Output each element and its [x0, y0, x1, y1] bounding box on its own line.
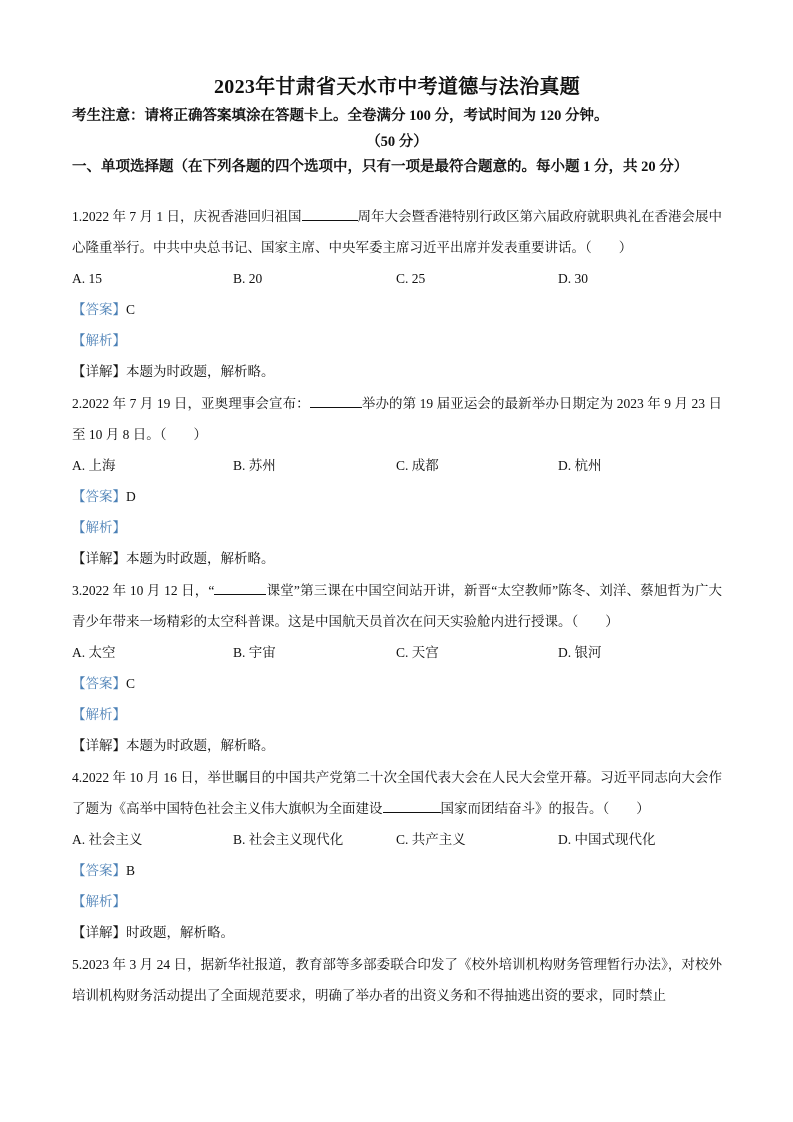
options-row [72, 824, 722, 855]
section-heading: 一、单项选择题（在下列各题的四个选项中，只有一项是最符合题意的。每小题 1 分，共 20 分） [72, 159, 689, 175]
option-a: A. 15 [72, 271, 102, 286]
answer-label: 【答案】 [72, 302, 126, 317]
analysis-label: 【解析】 [72, 333, 126, 348]
answer-row [72, 481, 722, 512]
analysis-row [72, 325, 722, 356]
answer-row [72, 294, 722, 325]
answer-value: B [126, 863, 136, 878]
analysis-label: 【解析】 [72, 894, 126, 909]
detail-row [72, 917, 722, 948]
question-2 [72, 388, 722, 574]
detail-text: 时政题，解析略。 [126, 925, 234, 940]
answer-value: C [126, 302, 136, 317]
question-3 [72, 575, 722, 761]
options-row [72, 263, 722, 294]
answer-value: C [126, 676, 136, 691]
answer-value: D [126, 489, 136, 504]
option-b: B. 宇宙 [233, 645, 276, 660]
options-row [72, 450, 722, 481]
question-4 [72, 762, 722, 948]
analysis-row [72, 512, 722, 543]
answer-row [72, 668, 722, 699]
detail-row [72, 730, 722, 761]
fill-blank [383, 798, 441, 813]
detail-text: 本题为时政题，解析略。 [126, 551, 275, 566]
exam-notice: 考生注意：请将正确答案填涂在答题卡上。全卷满分 100 分，考试时间为 120 分钟。 [72, 108, 609, 124]
option-d: D. 杭州 [558, 458, 602, 473]
option-c: C. 25 [396, 271, 426, 286]
fill-blank [310, 393, 362, 408]
answer-row [72, 855, 722, 886]
answer-label: 【答案】 [72, 489, 126, 504]
option-c: C. 天宫 [396, 645, 439, 660]
option-d: D. 银河 [558, 645, 602, 660]
question-stem: 3.2022 年 10 月 12 日，“ 课堂”第三课在中国空间站开讲，新晋“太空教师”陈冬、刘洋、蔡旭哲为广大青少年带来一场精彩的太空科普课。这是中国航天员首次在问天实验舱内进行授课。（ ） [72, 575, 722, 637]
option-d: D. 30 [558, 271, 588, 286]
answer-label: 【答案】 [72, 676, 126, 691]
option-b: B. 20 [233, 271, 263, 286]
question-5 [72, 949, 722, 1011]
analysis-label: 【解析】 [72, 707, 126, 722]
fill-blank [302, 206, 358, 221]
option-a: A. 社会主义 [72, 832, 143, 847]
detail-text: 本题为时政题，解析略。 [126, 738, 275, 753]
question-stem: 4.2022 年 10 月 16 日，举世瞩目的中国共产党第二十次全国代表大会在人民大会堂开幕。习近平同志向大会作了题为《高举中国特色社会主义伟大旗帜为全面建设 国家而团结奋斗》的报告。（ ） [72, 770, 722, 816]
option-b: B. 社会主义现代化 [233, 832, 344, 847]
option-a: A. 太空 [72, 645, 116, 660]
detail-label: 【详解】 [72, 738, 126, 753]
question-stem: 2.2022 年 7 月 19 日，亚奥理事会宣布： 举办的第 19 届亚运会的最新举办日期定为 2023 年 9 月 23 日至 10 月 8 日。（ ） [72, 388, 722, 450]
option-b: B. 苏州 [233, 458, 276, 473]
analysis-row [72, 886, 722, 917]
detail-row [72, 356, 722, 387]
page-title: 2023年甘肃省天水市中考道德与法治真题 [214, 76, 580, 98]
question-stem: 5.2023 年 3 月 24 日，据新华社报道，教育部等多部委联合印发了《校外培训机构财务管理暂行办法》，对校外培训机构财务活动提出了全面规范要求，明确了举办者的出资义务和不得抽逃出资的要求，同时禁止 [72, 957, 722, 1003]
part-score: （50 分） [366, 134, 428, 150]
analysis-row [72, 699, 722, 730]
detail-row [72, 543, 722, 574]
analysis-label: 【解析】 [72, 520, 126, 535]
question-stem: 1.2022 年 7 月 1 日，庆祝香港回归祖国 周年大会暨香港特别行政区第六届政府就职典礼在香港会展中心隆重举行。中共中央总书记、国家主席、中央军委主席习近平出席并发表重要讲话。（ ） [72, 201, 722, 263]
detail-label: 【详解】 [72, 925, 126, 940]
question-1 [72, 201, 722, 387]
detail-text: 本题为时政题，解析略。 [126, 364, 275, 379]
answer-label: 【答案】 [72, 863, 126, 878]
detail-label: 【详解】 [72, 551, 126, 566]
detail-label: 【详解】 [72, 364, 126, 379]
fill-blank [214, 580, 266, 595]
option-c: C. 共产主义 [396, 832, 466, 847]
option-c: C. 成都 [396, 458, 439, 473]
option-d: D. 中国式现代化 [558, 832, 656, 847]
option-a: A. 上海 [72, 458, 116, 473]
options-row [72, 637, 722, 668]
